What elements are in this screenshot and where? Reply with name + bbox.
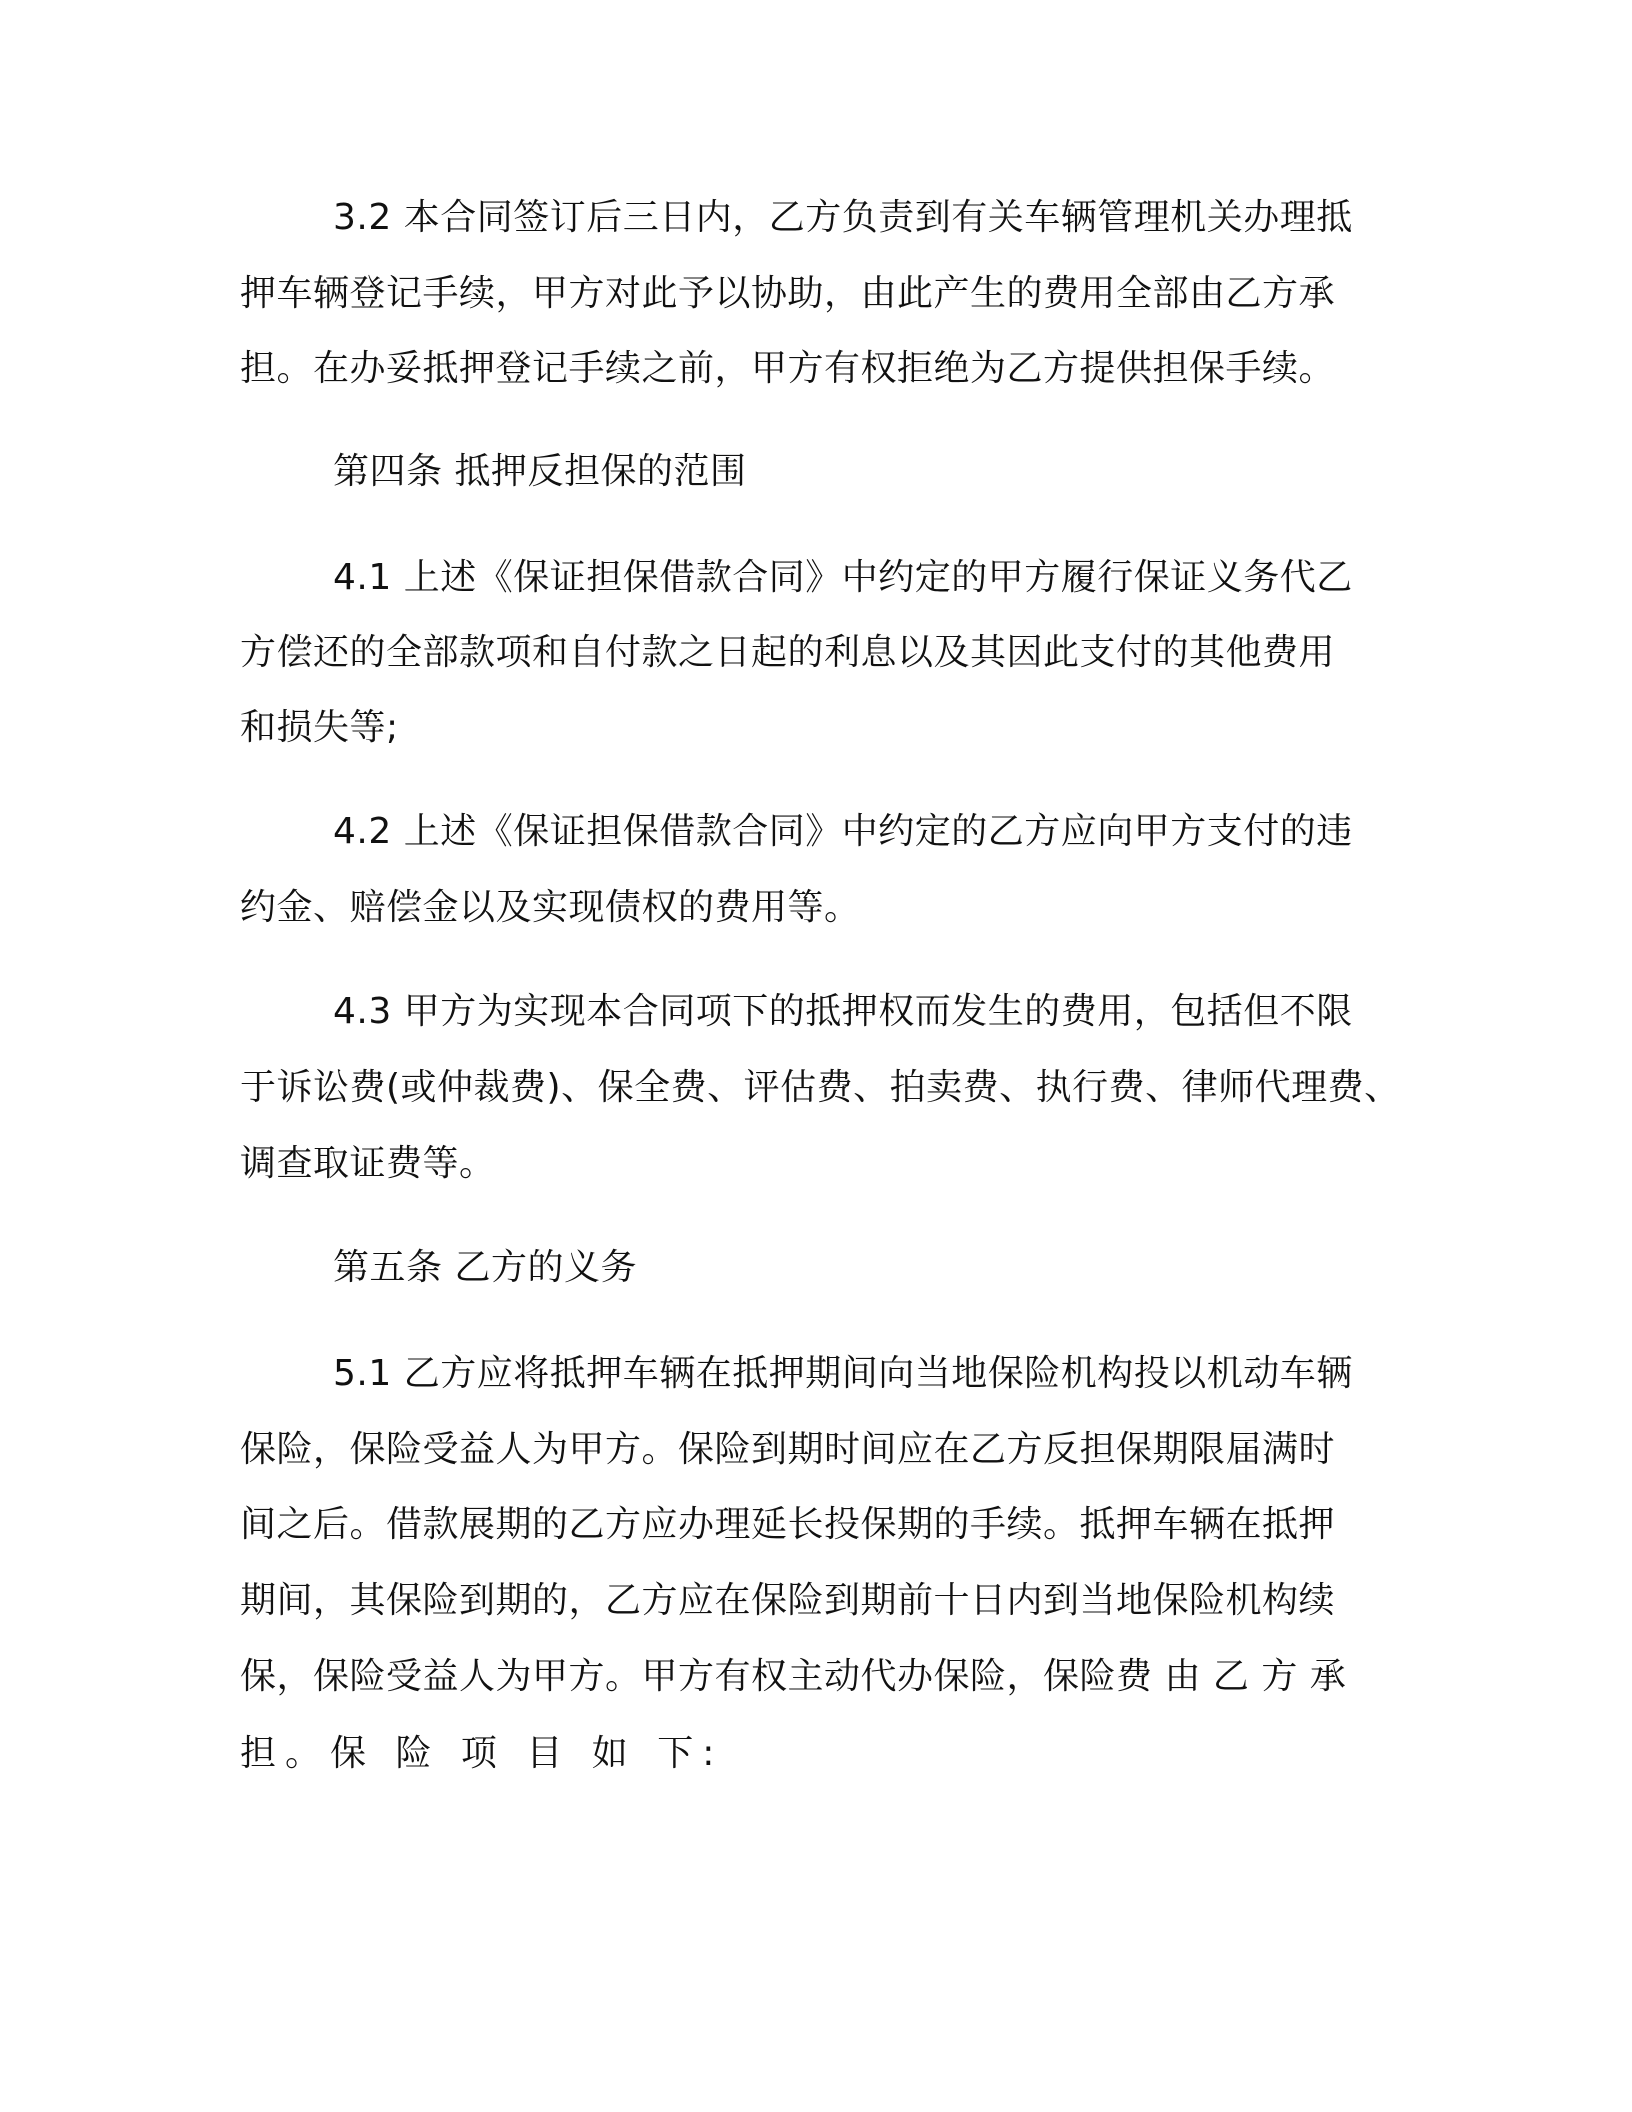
article-4-heading: 第四条 抵押反担保的范围	[333, 451, 747, 492]
clause-5-1-line-2: 保险，保险受益人为甲方。保险到期时间应在乙方反担保期限届满时	[240, 1429, 1336, 1470]
clause-4-1-line-3: 和损失等;	[240, 707, 399, 748]
clause-4-3-line-2: 于诉讼费(或仲裁费)、保全费、评估费、拍卖费、执行费、律师代理费、	[240, 1067, 1401, 1108]
article-5-heading: 第五条 乙方的义务	[333, 1247, 637, 1288]
clause-4-1-line-1: 4.1 上述《保证担保借款合同》中约定的甲方履行保证义务代乙	[333, 557, 1353, 598]
clause-4-3-line-1: 4.3 甲方为实现本合同项下的抵押权而发生的费用，包括但不限	[333, 991, 1353, 1032]
clause-5-1-line-6: 担。保 险 项 目 如 下:	[240, 1733, 724, 1774]
clause-4-2-line-2: 约金、赔偿金以及实现债权的费用等。	[240, 887, 861, 928]
clause-3-2-line-2: 押车辆登记手续，甲方对此予以协助，由此产生的费用全部由乙方承	[240, 273, 1336, 314]
clause-5-1-line-3: 间之后。借款展期的乙方应办理延长投保期的手续。抵押车辆在抵押	[240, 1504, 1336, 1545]
clause-4-3-line-3: 调查取证费等。	[240, 1143, 496, 1184]
clause-3-2-line-1: 3.2 本合同签订后三日内，乙方负责到有关车辆管理机关办理抵	[333, 197, 1353, 238]
clause-5-1-line-4: 期间，其保险到期的，乙方应在保险到期前十日内到当地保险机构续	[240, 1580, 1336, 1621]
clause-4-1-line-2: 方偿还的全部款项和自付款之日起的利息以及其因此支付的其他费用	[240, 632, 1336, 673]
clause-3-2-line-3: 担。在办妥抵押登记手续之前，甲方有权拒绝为乙方提供担保手续。	[240, 348, 1336, 389]
clause-4-2-line-1: 4.2 上述《保证担保借款合同》中约定的乙方应向甲方支付的违	[333, 811, 1353, 852]
clause-5-1-line-1: 5.1 乙方应将抵押车辆在抵押期间向当地保险机构投以机动车辆	[333, 1353, 1353, 1394]
clause-5-1-line-5: 保，保险受益人为甲方。甲方有权主动代办保险，保险费 由 乙 方 承	[240, 1656, 1347, 1697]
